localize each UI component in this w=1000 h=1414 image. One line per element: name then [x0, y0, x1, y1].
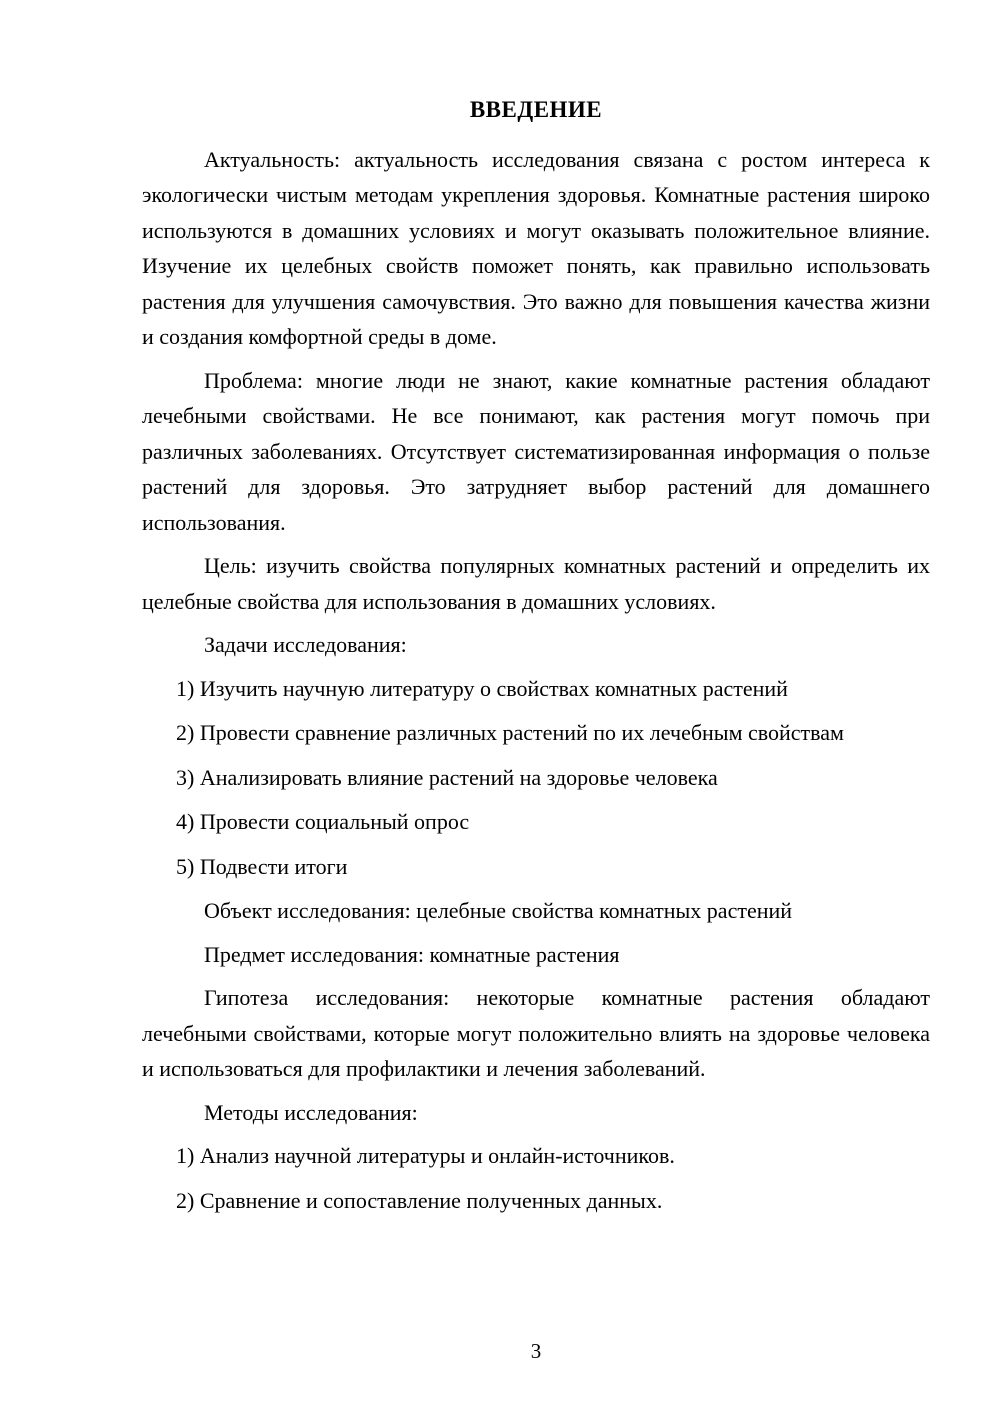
document-title: ВВЕДЕНИЕ — [469, 97, 603, 122]
paragraph-subject: Предмет исследования: комнатные растения — [204, 941, 620, 967]
task-item-4: 4) Провести социальный опрос — [176, 809, 470, 834]
task-item-5: 5) Подвести итоги — [176, 853, 348, 879]
task-item-2: 2) Провести сравнение различных растений по их лечебным свойствам — [176, 720, 844, 745]
method-item-1: 1) Анализ научной литературы и онлайн-источников. — [176, 1143, 675, 1168]
paragraph-goal: Цель: изучить свойства популярных комнатных растений и определить их целебные свойства для использования в домашних условиях. — [142, 553, 930, 614]
methods-heading: Методы исследования: — [204, 1099, 418, 1125]
paragraph-object: Объект исследования: целебные свойства комнатных растений — [204, 898, 793, 923]
document-content — [142, 92, 930, 1227]
paragraph-relevance: Актуальность: актуальность исследования связана с ростом интереса к экологически чистым методам укрепления здоровья. Комнатные растения широко используются в домашних условиях и могут оказывать положительное влияние. Изучение их целебных свойств поможет понять, как правильно использовать растения для улучшения самочувствия. Это важно для повышения качества жизни и создания комфортной среды в доме. — [142, 146, 930, 349]
paragraph-hypothesis: Гипотеза исследования: некоторые комнатные растения обладают лечебными свойствами, которые могут положительно влиять на здоровье человека и использоваться для профилактики и лечения заболеваний. — [142, 985, 930, 1081]
method-item-2: 2) Сравнение и сопоставление полученных данных. — [176, 1187, 663, 1213]
task-item-3: 3) Анализировать влияние растений на здоровье человека — [176, 764, 718, 790]
page-number: 3 — [530, 1339, 542, 1363]
tasks-heading: Задачи исследования: — [204, 632, 407, 657]
task-item-1: 1) Изучить научную литературу о свойствах комнатных растений — [176, 675, 788, 701]
paragraph-problem: Проблема: многие люди не знают, какие комнатные растения обладают лечебными свойствами. Не все понимают, как растения могут помочь при различных заболеваниях. Отсутствует систематизированная информация о пользе растений для здоровья. Это затрудняет выбор растений для домашнего использования. — [142, 367, 930, 535]
